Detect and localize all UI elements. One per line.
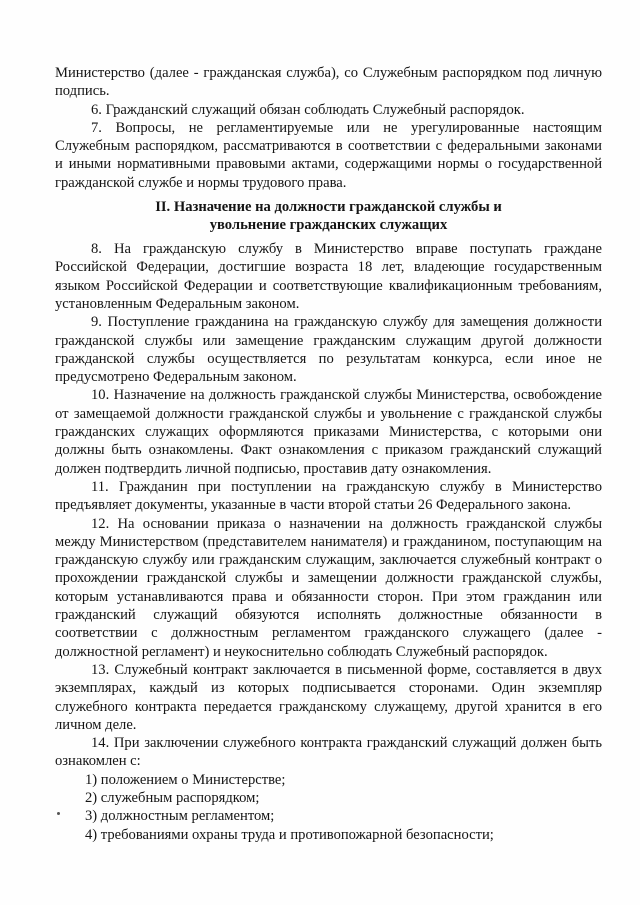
scan-speck	[57, 812, 60, 815]
paragraph-12: 12. На основании приказа о назначении на должность гражданской службы между Министерством (представителем нанимателя) и гражданином, поступающим на гражданскую службу или гражданским служащим, заключается служебный контракт о прохождении гражданской службы и замещении должности гражданской службы, которым устанавливаются права и обязанности сторон. При этом гражданин или гражданский служащий обязуются исполнять должностные обязанности в соответствии с должностным регламентом гражданского служащего (далее - должностной регламент) и неукоснительно соблюдать Служебный распорядок.	[55, 515, 602, 660]
paragraph-8: 8. На гражданскую службу в Министерство вправе поступать граждане Российской Федерации, достигшие возраста 18 лет, владеющие государственным языком Российской Федерации и соответствующие квалификационным требованиям, установленным Федеральным законом.	[55, 241, 602, 312]
document-body	[55, 64, 602, 844]
list-item: 3) должностным регламентом;	[85, 808, 275, 825]
paragraph-10: 10. Назначение на должность гражданской службы Министерства, освобождение от замещаемой должности гражданской службы и увольнение с гражданской службы гражданских служащих оформляются приказами Министерства, с которыми они должны быть ознакомлены. Факт ознакомления с приказом гражданский служащий должен подтвердить личной подписью, проставив дату ознакомления.	[55, 387, 602, 477]
list-item: 4) требованиями охраны труда и противопожарной безопасности;	[85, 826, 494, 843]
paragraph-11: 11. Гражданин при поступлении на гражданскую службу в Министерство предъявляет документы, указанные в части второй статьи 26 Федерального закона.	[55, 478, 602, 514]
section-heading-line-1: II. Назначение на должности гражданской службы и	[155, 199, 502, 216]
paragraph-continuation: Министерство (далее - гражданская служба), со Служебным распорядком под личную подпись.	[55, 65, 602, 100]
section-heading-line-2: увольнение гражданских служащих	[209, 217, 448, 234]
paragraph-9: 9. Поступление гражданина на гражданскую службу для замещения должности гражданской службы или замещение гражданским служащим другой должности гражданской службы осуществляется по результатам конкурса, если иное не предусмотрено Федеральным законом.	[55, 314, 602, 386]
paragraph-14: 14. При заключении служебного контракта гражданский служащий должен быть ознакомлен с:	[55, 735, 602, 770]
paragraph-7: 7. Вопросы, не регламентируемые или не урегулированные настоящим Служебным распорядком, рассматриваются в соответствии с федеральными законами и иными нормативными правовыми актами, содержащими нормы о государственной гражданской службе и нормы трудового права.	[55, 119, 602, 191]
paragraph-6: 6. Гражданский служащий обязан соблюдать Служебный распорядок.	[91, 101, 525, 118]
section-heading	[55, 198, 602, 234]
list-item: 1) положением о Министерстве;	[85, 771, 286, 788]
list-item: 2) служебным распорядком;	[85, 789, 260, 806]
paragraph-13: 13. Служебный контракт заключается в письменной форме, составляется в двух экземплярах, каждый из которых подписывается сторонами. Один экземпляр служебного контракта передается гражданскому служащему, другой хранится в его личном деле.	[55, 661, 602, 733]
